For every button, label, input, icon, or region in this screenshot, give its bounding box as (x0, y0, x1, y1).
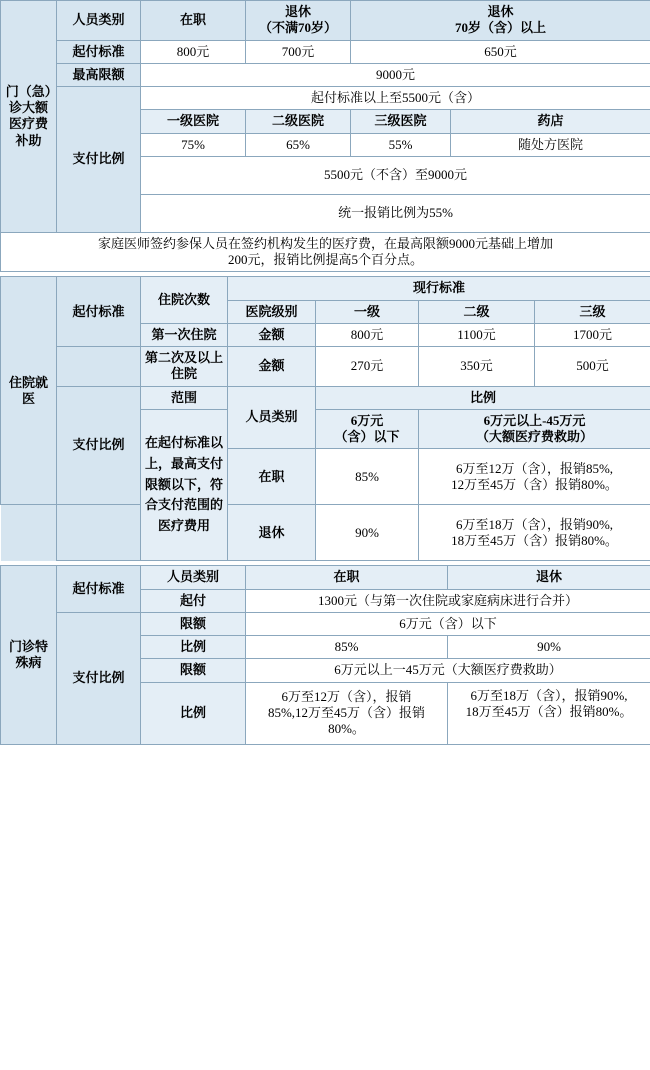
outpatient-note (1, 232, 650, 272)
col-retired-under-70-line2: （不满70岁） (258, 20, 337, 36)
ratio-col-low (316, 409, 419, 449)
second-amount-level-3: 500元 (535, 347, 650, 387)
section-category-inpatient-spacer (1, 505, 57, 561)
ratio-col-high-line1: 6万元以上-45万元 (483, 412, 586, 428)
special-ratio-detail-retired (448, 682, 650, 744)
amount-label-second: 金额 (228, 347, 316, 387)
first-admission-label: 第一次住院 (141, 323, 228, 346)
ratio-high-in-service-line2: 12万至45万（含）报销80%。 (451, 476, 618, 492)
ratio-high-in-service (419, 449, 650, 505)
table-row (1, 386, 650, 409)
ratio-col-low-line2: （含）以下 (334, 429, 400, 444)
inpatient-level-3: 三级 (535, 300, 650, 323)
table-row (1, 40, 650, 63)
special-limit-value-2: 6万元以上一45万元（大额医疗费救助） (246, 659, 650, 682)
ratio-col-high (419, 409, 650, 449)
special-ratio-detail-retired-line2: 18万至45万（含）报销80%。 (465, 703, 633, 719)
ratio-low-in-service: 85% (316, 449, 419, 505)
ratio-header: 比例 (316, 386, 650, 409)
inpatient-deductible-label-2 (57, 347, 141, 387)
special-limit-label-2: 限额 (141, 659, 246, 682)
inpatient-personnel-type-label: 人员类别 (228, 386, 316, 449)
first-amount-level-2: 1100元 (419, 323, 535, 346)
ratio-low-retired: 90% (316, 505, 419, 561)
outpatient-section-table (0, 0, 650, 272)
special-ratio-retired: 90% (448, 636, 650, 659)
second-admission-label-line2: 住院 (170, 366, 197, 382)
special-ratio-detail-in-service-line1: 6万至12万（含），报销 (281, 688, 412, 704)
col-retired-over-70 (351, 1, 650, 41)
inpatient-level-2: 二级 (419, 300, 535, 323)
special-limit-value-1: 6万元（含）以下 (246, 612, 650, 635)
special-ratio-detail-in-service (246, 682, 448, 744)
band1-title: 起付标准以上至5500元（含） (141, 87, 650, 110)
inpatient-section-table (0, 276, 650, 561)
pay-ratio-label: 支付比例 (57, 87, 141, 233)
special-personnel-type-label: 人员类别 (141, 566, 246, 589)
second-admission-label-line1: 第二次及以上 (145, 350, 224, 365)
first-amount-level-3: 1700元 (535, 323, 650, 346)
admission-count-label: 住院次数 (141, 277, 228, 324)
ratio-col-low-line1: 6万元 (350, 412, 384, 428)
current-standard-label: 现行标准 (228, 277, 650, 300)
section-category-special-outpatient: 门诊特殊病 (1, 566, 57, 744)
section-category-inpatient: 住院就医 (1, 277, 57, 505)
col-retired-over-70-line1: 退休 (487, 4, 514, 19)
person-in-service: 在职 (228, 449, 316, 505)
max-limit-value: 9000元 (141, 63, 650, 86)
max-limit-label: 最高限额 (57, 63, 141, 86)
table-row (1, 566, 650, 589)
special-deductible-value: 1300元（与第一次住院或家庭病床进行合并） (246, 589, 650, 612)
hospital-level-pharmacy: 药店 (451, 110, 650, 133)
ratio-high-retired-line2: 18万至45万（含）报销80%。 (451, 532, 618, 548)
inpatient-pay-ratio-label: 支付比例 (57, 386, 141, 505)
deductible-retired-under-70: 700元 (246, 40, 351, 63)
hospital-level-3: 三级医院 (351, 110, 451, 133)
deductible-retired-over-70: 650元 (351, 40, 650, 63)
person-retired: 退休 (228, 505, 316, 561)
col-retired-under-70 (246, 1, 351, 41)
amount-label-first: 金额 (228, 323, 316, 346)
ratio-level-2: 65% (246, 133, 351, 156)
hospital-level-1: 一级医院 (141, 110, 246, 133)
ratio-level-3: 55% (351, 133, 451, 156)
special-limit-label-1: 限额 (141, 612, 246, 635)
table-row (1, 232, 650, 272)
outpatient-note-line1: 家庭医师签约参保人员在签约机构发生的医疗费，在最高限额9000元基础上增加 (98, 235, 554, 251)
second-amount-level-2: 350元 (419, 347, 535, 387)
col-in-service: 在职 (141, 1, 246, 41)
table-row (1, 63, 650, 86)
scope-text: 在起付标准以上，最高支付限额以下，符合支付范围的医疗费用 (141, 409, 228, 561)
deductible-in-service: 800元 (141, 40, 246, 63)
col-retired-over-70-line2: 70岁（含）以上 (455, 20, 547, 36)
ratio-col-high-line2: （大额医疗费救助） (476, 429, 594, 444)
table-row (1, 612, 650, 635)
special-outpatient-section-table (0, 565, 650, 744)
band2-title: 5500元（不含）至9000元 (141, 156, 650, 194)
first-amount-level-1: 800元 (316, 323, 419, 346)
hospital-level-label: 医院级别 (228, 300, 316, 323)
inpatient-deductible-label: 起付标准 (57, 277, 141, 347)
ratio-high-retired-line1: 6万至18万（含），报销90%, (455, 516, 614, 532)
table-row (1, 505, 650, 561)
special-deductible-label: 起付标准 (57, 566, 141, 613)
scope-label: 范围 (141, 386, 228, 409)
ratio-high-in-service-line1: 6万至12万（含），报销85%, (455, 460, 614, 476)
special-col-retired: 退休 (448, 566, 650, 589)
band2-ratio: 统一报销比例为55% (141, 194, 650, 232)
special-ratio-detail-retired-line1: 6万至18万（含），报销90%, (470, 687, 628, 703)
personnel-type-label: 人员类别 (57, 1, 141, 41)
table-row (1, 277, 650, 300)
table-row (1, 87, 650, 110)
special-ratio-detail-in-service-line3: 80%。 (328, 721, 365, 737)
inpatient-level-1: 一级 (316, 300, 419, 323)
special-ratio-detail-in-service-line2: 85%,12万至45万（含）报销 (267, 704, 426, 720)
deductible-label: 起付标准 (57, 40, 141, 63)
col-retired-under-70-line1: 退休 (284, 4, 311, 19)
special-col-in-service: 在职 (246, 566, 448, 589)
special-pay-ratio-label: 支付比例 (57, 612, 141, 744)
table-row (1, 1, 650, 41)
section-category-outpatient: 门（急）诊大额医疗费补助 (1, 1, 57, 233)
ratio-level-1: 75% (141, 133, 246, 156)
table-row (1, 347, 650, 387)
special-ratio-label-2: 比例 (141, 682, 246, 744)
special-deductible-row-label: 起付 (141, 589, 246, 612)
ratio-pharmacy: 随处方医院 (451, 133, 650, 156)
outpatient-note-line2: 200元，报销比例提高5个百分点。 (228, 252, 424, 267)
hospital-level-2: 二级医院 (246, 110, 351, 133)
special-ratio-in-service: 85% (246, 636, 448, 659)
second-admission-label (141, 347, 228, 387)
special-ratio-label-1: 比例 (141, 636, 246, 659)
second-amount-level-1: 270元 (316, 347, 419, 387)
ratio-high-retired (419, 505, 650, 561)
inpatient-pay-ratio-label-2 (57, 505, 141, 561)
